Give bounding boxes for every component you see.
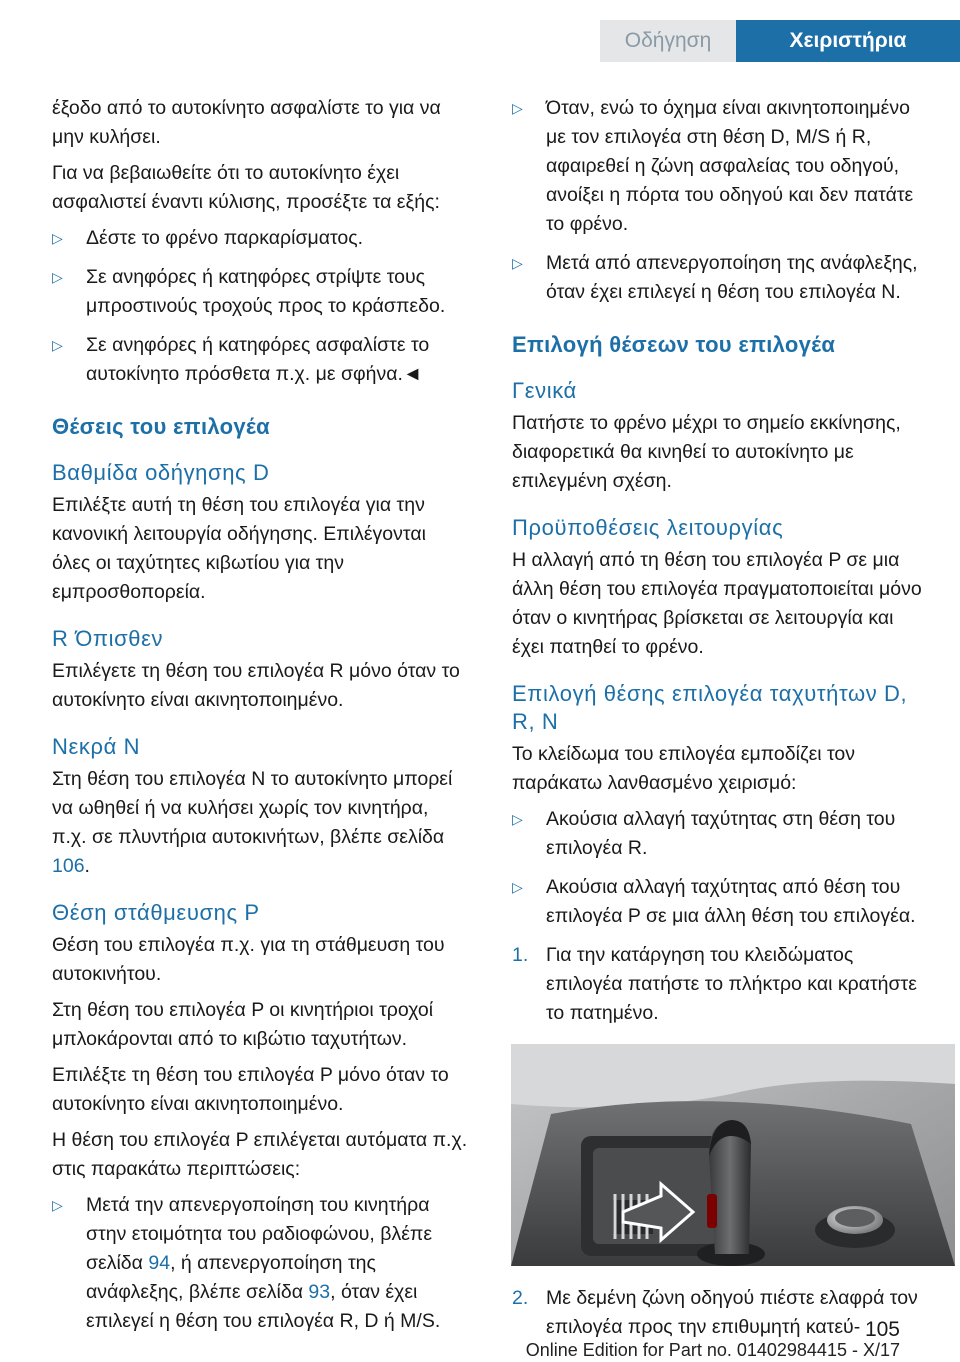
- subheading-gear-select: Επιλογή θέσης επιλογέα ταχυτήτων D, R, N: [512, 681, 908, 734]
- list-item: ▷ Σε ανηφόρες ή κατηφόρες ασφαλίστε το αυτοκίνητο πρόσθετα π.χ. με σφήνα.◄: [52, 331, 468, 389]
- bullet-triangle-icon: ▷: [52, 337, 63, 353]
- paragraph: Επιλέξτε αυτή τη θέση του επιλογέα για την κανονική λειτουργία οδήγησης. Επιλέγονται όλες οι ταχύτητες κιβωτίου για την εμπροσθοπορεία.: [52, 494, 426, 603]
- bullet-triangle-icon: ▷: [512, 879, 523, 895]
- subheading-prerequisites: Προϋποθέσεις λειτουργίας: [512, 515, 784, 540]
- page-link-93[interactable]: 93: [308, 1281, 331, 1303]
- subheading-reverse: R Όπισθεν: [52, 626, 164, 651]
- step-number: 1.: [512, 944, 529, 966]
- page-number: 105: [864, 1318, 900, 1341]
- list-item: ▷ Δέστε το φρένο παρκαρίσματος.: [52, 224, 468, 253]
- gear-selector-photo: [511, 1044, 955, 1266]
- list-item: ▷ Μετά την απενεργοποίηση του κινητήρα στην ετοιμότητα του ραδιοφώνου, βλέπε σελίδα 94, ή απενεργοποίηση της ανάφλεξης, βλέπε σελίδα 93, όταν έχει επιλεγεί η θέση του επιλογέα R, D ή M/S.: [52, 1191, 468, 1336]
- list-item: ▷ Ακούσια αλλαγή ταχύτητας από θέση του επιλογέα P σε μια άλλη θέση του επιλογέα.: [512, 873, 928, 931]
- subheading-general: Γενικά: [512, 378, 577, 403]
- page-link-106[interactable]: 106: [52, 855, 85, 877]
- right-column: [512, 94, 928, 1352]
- paragraph: έξοδο από το αυτοκίνητο ασφαλίστε το για να μην κυλήσει.: [52, 97, 441, 148]
- tab-chapter[interactable]: [600, 20, 736, 62]
- paragraph: Θέση του επιλογέα π.χ. για τη στάθμευση του αυτοκινήτου.: [52, 934, 445, 985]
- paragraph: Στη θέση του επιλογέα N το αυτοκίνητο μπορεί να ωθηθεί ή να κυλήσει χωρίς τον κινητήρα, π.χ. σε πλυντήρια αυτοκινήτων, βλέπε σελίδα 106.: [52, 768, 453, 877]
- bullet-triangle-icon: ▷: [52, 230, 63, 246]
- list-item: ▷ Μετά από απενεργοποίηση της ανάφλεξης, όταν έχει επιλεγεί η θέση του επιλογέα N.: [512, 249, 928, 307]
- edition-footer: Online Edition for Part no. 01402984415 - X/17: [525, 1340, 900, 1360]
- list-item: ▷ Όταν, ενώ το όχημα είναι ακινητοποιημένο με τον επιλογέα στη θέση D, M/S ή R, αφαιρεθεί η ζώνη ασφαλείας του οδηγού, ανοίξει η πόρτα του οδηγού και δεν πατάτε το φρένο.: [512, 94, 928, 239]
- bullet-triangle-icon: ▷: [52, 269, 63, 285]
- paragraph: Επιλέξτε τη θέση του επιλογέα P μόνο όταν το αυτοκίνητο είναι ακινητοποιημένο.: [52, 1064, 449, 1115]
- list-item: ▷ Σε ανηφόρες ή κατηφόρες στρίψτε τους μπροστινούς τροχούς προς το κράσπεδο.: [52, 263, 468, 321]
- tab-section[interactable]: [736, 20, 960, 62]
- subheading-neutral: Νεκρά N: [52, 734, 141, 759]
- page-link-94[interactable]: 94: [148, 1252, 171, 1274]
- section-heading-select: Επιλογή θέσεων του επιλογέα: [512, 332, 836, 357]
- step-number: 2.: [512, 1287, 529, 1309]
- paragraph: Για να βεβαιωθείτε ότι το αυτοκίνητο έχει ασφαλιστεί έναντι κύλισης, προσέξτε τα εξής:: [52, 162, 440, 213]
- paragraph: Επιλέγετε τη θέση του επιλογέα R μόνο όταν το αυτοκίνητο είναι ακινητοποιημένο.: [52, 660, 460, 711]
- paragraph: Πατήστε το φρένο μέχρι το σημείο εκκίνησης, διαφορετικά θα κινηθεί το αυτοκίνητο με επιλεγμένη σχέση.: [512, 412, 901, 492]
- step-item: 2. Με δεμένη ζώνη οδηγού πιέστε ελαφρά τον επιλογέα προς την επιθυμητή κατεύ-: [512, 1284, 928, 1342]
- paragraph: Το κλείδωμα του επιλογέα εμποδίζει τον παράκατω λανθασμένο χειρισμό:: [512, 743, 856, 794]
- tab-chapter-label: Οδήγηση: [624, 29, 712, 52]
- list-item: ▷ Ακούσια αλλαγή ταχύτητας στη θέση του επιλογέα R.: [512, 805, 928, 863]
- paragraph: Στη θέση του επιλογέα P οι κινητήριοι τροχοί μπλοκάρονται από το κιβώτιο ταχυτήτων.: [52, 999, 434, 1050]
- paragraph: Η αλλαγή από τη θέση του επιλογέα P σε μια άλλη θέση του επιλογέα πραγματοποιείται μόνο όταν ο κινητήρας βρίσκεται σε λειτουργία και έχει πατηθεί το φρένο.: [512, 549, 922, 658]
- subheading-drive: Βαθμίδα οδήγησης D: [52, 460, 270, 485]
- bullet-triangle-icon: ▷: [512, 811, 523, 827]
- subheading-park: Θέση στάθμευσης P: [52, 900, 260, 925]
- bullet-triangle-icon: ▷: [512, 100, 523, 116]
- step-item: 1. Για την κατάργηση του κλειδώματος επιλογέα πατήστε το πλήκτρο και κρατήστε το πατημένο.: [512, 941, 928, 1028]
- paragraph: Η θέση του επιλογέα P επιλέγεται αυτόματα π.χ. στις παρακάτω περιπτώσεις:: [52, 1129, 468, 1180]
- left-column: [52, 94, 468, 1346]
- section-heading-positions: Θέσεις του επιλογέα: [52, 414, 270, 439]
- tab-section-label: Χειριστήρια: [789, 29, 907, 52]
- bullet-triangle-icon: ▷: [512, 255, 523, 271]
- bullet-triangle-icon: ▷: [52, 1197, 63, 1213]
- page-header: [0, 0, 960, 62]
